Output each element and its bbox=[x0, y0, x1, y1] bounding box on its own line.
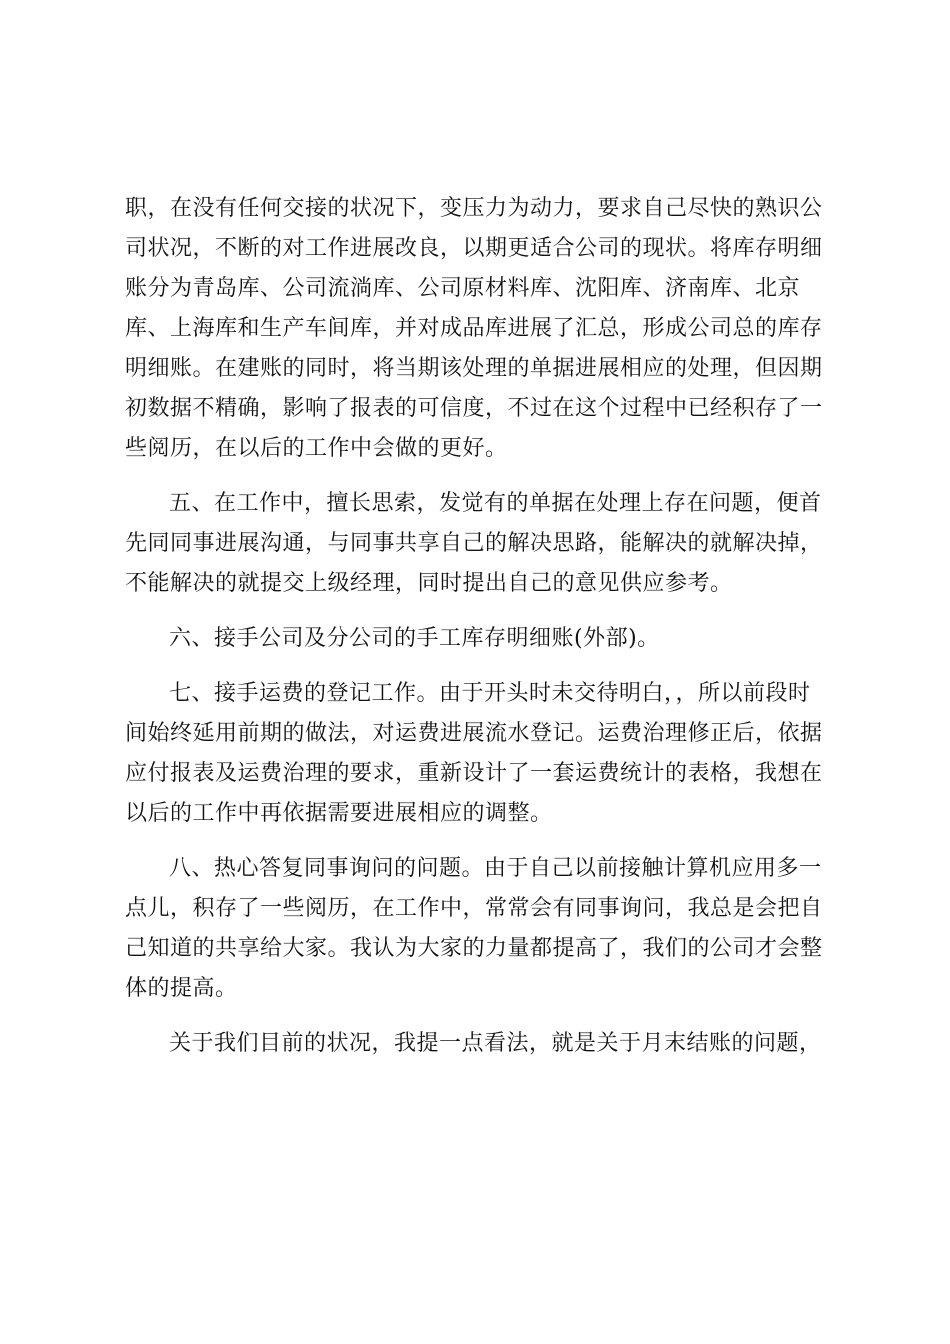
text-line: 初数据不精确，影响了报表的可信度，不过在这个过程中已经积存了一 bbox=[125, 396, 823, 421]
text-line: 职，在没有任何交接的状况下，变压力为动力，要求自己尽快的熟识公 bbox=[125, 196, 823, 221]
text-line: 间始终延用前期的做法，对运费进展流水登记。运费治理修正后，依据 bbox=[125, 721, 823, 746]
text-line: 明细账。在建账的同时，将当期该处理的单据进展相应的处理，但因期 bbox=[125, 356, 823, 381]
text-line: 五、在工作中，擅长思索，发觉有的单据在处理上存在问题，便首 bbox=[169, 491, 822, 516]
text-line: 体的提高。 bbox=[125, 976, 238, 1001]
text-line: 己知道的共享给大家。我认为大家的力量都提高了，我们的公司才会整 bbox=[125, 936, 823, 961]
text-line: 些阅历，在以后的工作中会做的更好。 bbox=[125, 436, 508, 461]
text-line: 点儿，积存了一些阅历，在工作中，常常会有同事询问，我总是会把自 bbox=[125, 896, 823, 921]
text-line: 关于我们目前的状况，我提一点看法，就是关于月末结账的问题， bbox=[169, 1031, 822, 1056]
text-line: 以后的工作中再依据需要进展相应的调整。 bbox=[125, 801, 553, 826]
text-line: 八、热心答复同事询问的问题。由于自己以前接触计算机应用多一 bbox=[169, 856, 822, 881]
text-line: 库、上海库和生产车间库，并对成品库进展了汇总，形成公司总的库存 bbox=[125, 316, 823, 341]
text-line: 应付报表及运费治理的要求，重新设计了一套运费统计的表格，我想在 bbox=[125, 761, 823, 786]
text-line: 七、接手运费的登记工作。由于开头时未交待明白，，所以前段时 bbox=[169, 681, 811, 706]
text-line: 不能解决的就提交上级经理，同时提出自己的意见供应参考。 bbox=[125, 571, 733, 596]
text-line: 账分为青岛库、公司流淌库、公司原材料库、沈阳库、济南库、北京 bbox=[125, 276, 801, 301]
text-line: 司状况，不断的对工作进展改良，以期更适合公司的现状。将库存明细 bbox=[125, 236, 823, 261]
text-line: 先同同事进展沟通，与同事共享自己的解决思路，能解决的就解决掉， bbox=[125, 531, 823, 556]
text-line: 六、接手公司及分公司的手工库存明细账(外部)。 bbox=[169, 626, 660, 651]
